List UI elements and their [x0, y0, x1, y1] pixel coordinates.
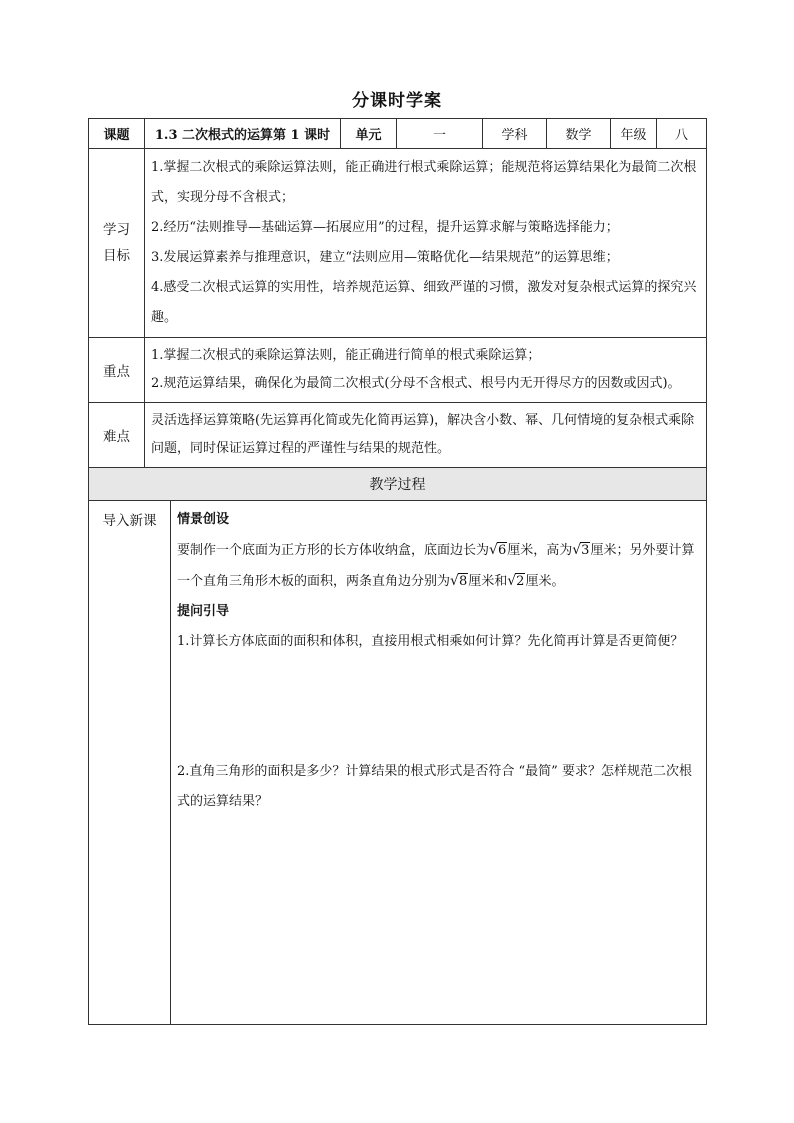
topic-label: 课题 [89, 119, 145, 149]
radical-sign: √ [507, 573, 517, 589]
goals-label-line2: 目标 [103, 248, 130, 264]
page-title: 分课时学案 [352, 91, 442, 111]
sqrt-3 [572, 535, 590, 566]
subject-label: 学科 [483, 119, 547, 149]
grade-label: 年级 [611, 119, 657, 149]
process-section-title: 教学过程 [89, 468, 707, 501]
question-heading: 提问引导 [177, 604, 230, 619]
sqrt-6 [489, 535, 507, 566]
difficulties-text: 灵活选择运算策略(先运算再化简或先化简再运算)，解决含小数、幂、几何情境的复杂根式乘除问题，同时保证运算过程的严谨性与结果的规范性。 [151, 413, 695, 456]
goal-item: 3.发展运算素养与推理意识，建立“法则应用—策略优化—结果规范”的运算思维； [151, 250, 619, 265]
scenario-text-part: 厘米和 [468, 574, 508, 589]
difficulties-row [89, 403, 707, 468]
sqrt-2 [507, 566, 525, 597]
goal-item: 2.经历“法则推导—基础运算—拓展应用”的过程，提升运算求解与策略选择能力； [151, 220, 619, 235]
unit-label: 单元 [341, 119, 397, 149]
key-point-item: 1.掌握二次根式的乘除运算法则，能正确进行简单的根式乘除运算； [151, 348, 541, 363]
radicand: 8 [458, 574, 468, 589]
header-row [89, 119, 707, 149]
intro-label: 导入新课 [89, 501, 171, 1025]
grade-value: 八 [657, 119, 707, 149]
question-1: 1.计算长方体底面的面积和体积，直接用根式相乘如何计算？先化简再计算是否更简便？ [177, 634, 684, 649]
unit-value: 一 [397, 119, 483, 149]
intro-row [89, 501, 707, 1025]
scenario-heading: 情景创设 [177, 512, 230, 527]
key-points-row [89, 338, 707, 403]
radical-sign: √ [489, 542, 498, 558]
key-points-content [145, 338, 707, 403]
question-2: 2.直角三角形的面积是多少？计算结果的根式形式是否符合 “最简” 要求？怎样规范二次根式的运算结果？ [177, 764, 692, 809]
key-point-item: 2.规范运算结果，确保化为最简二次根式(分母不含根式、根号内无开得尽方的因数或因式)。 [151, 376, 681, 391]
scenario-text [177, 535, 700, 597]
difficulties-content [145, 403, 707, 468]
radicand: 3 [581, 543, 590, 558]
lesson-plan-table [88, 118, 707, 1025]
scenario-text-part: 要制作一个底面为正方形的长方体收纳盒，底面边长为 [177, 543, 490, 558]
key-points-label: 重点 [89, 338, 145, 403]
goals-label [89, 149, 145, 338]
difficulties-label: 难点 [89, 403, 145, 468]
goal-item: 1.掌握二次根式的乘除运算法则，能正确进行根式乘除运算；能规范将运算结果化为最简二次根式，实现分母不含根式； [151, 160, 697, 205]
goals-content [145, 149, 707, 338]
answer-space [177, 657, 700, 757]
goals-label-line1: 学习 [103, 222, 130, 238]
scenario-text-part: 厘米，高为 [507, 543, 573, 558]
radicand: 6 [497, 543, 507, 558]
process-section-row [89, 468, 707, 501]
goals-row [89, 149, 707, 338]
scenario-text-part: 厘米；另外要计算一个直角三角形木板的面积，两条直角边分别为 [177, 543, 695, 589]
subject-value: 数学 [547, 119, 611, 149]
topic-value: 1.3 二次根式的运算第 1 课时 [145, 119, 341, 149]
sqrt-8 [450, 566, 468, 597]
radical-sign: √ [450, 573, 459, 589]
scenario-text-part: 厘米。 [525, 574, 565, 589]
radicand: 2 [516, 574, 525, 589]
intro-content [171, 501, 707, 1025]
goal-item: 4.感受二次根式运算的实用性，培养规范运算、细致严谨的习惯，激发对复杂根式运算的探究兴趣。 [151, 280, 697, 325]
radical-sign: √ [572, 542, 582, 558]
